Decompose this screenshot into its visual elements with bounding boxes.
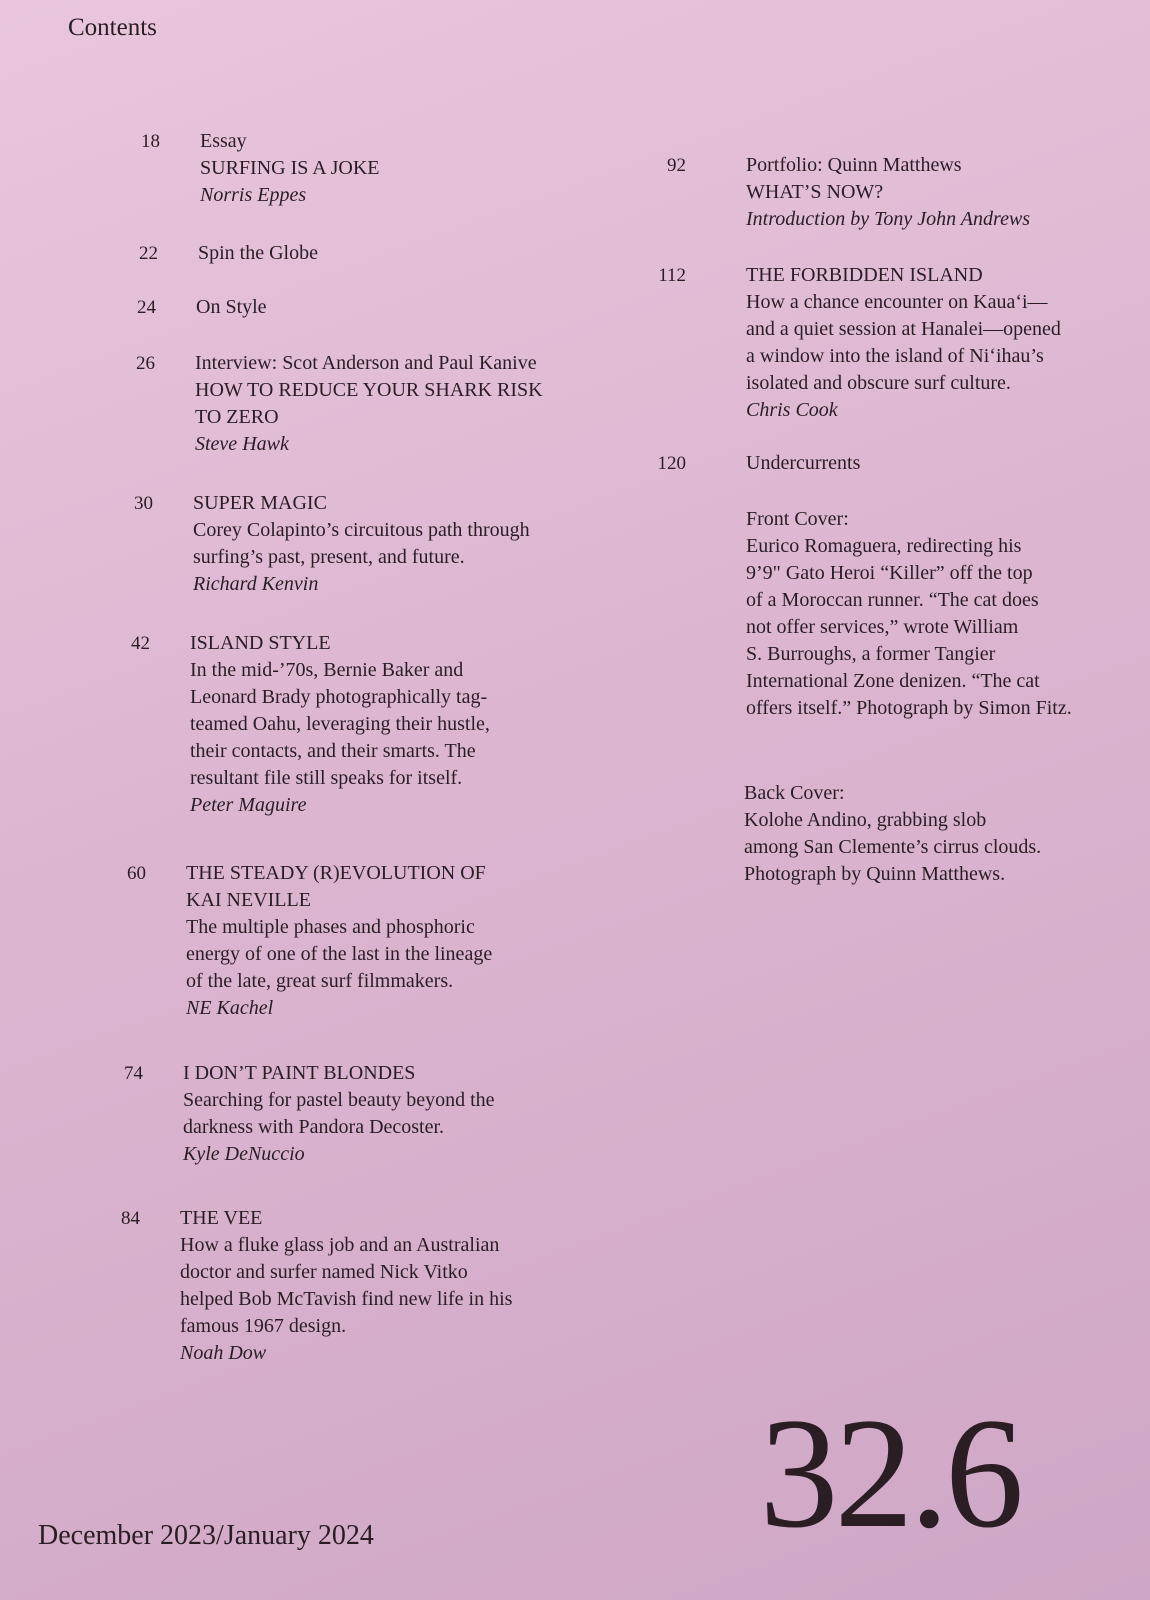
entry-line: How a fluke glass job and an Australian (180, 1234, 500, 1256)
page-number: 120 (657, 453, 686, 474)
back-cover-credit (744, 780, 1041, 888)
cover-line: of a Moroccan runner. “The cat does (746, 589, 1039, 611)
entry-line: darkness with Pandora Decoster. (183, 1116, 445, 1138)
page-number: 60 (127, 863, 146, 884)
entry-title: TO ZERO (195, 406, 279, 428)
page-number: 112 (658, 265, 686, 286)
entry-line: resultant file still speaks for itself. (190, 767, 463, 789)
entry-line: teamed Oahu, leveraging their hustle, (190, 713, 490, 735)
entry-author: Chris Cook (746, 399, 838, 421)
entry-author: NE Kachel (186, 997, 274, 1019)
cover-line: Photograph by Quinn Matthews. (744, 863, 1006, 885)
cover-line: among San Clemente’s cirrus clouds. (744, 836, 1042, 858)
entry-line: energy of one of the last in the lineage (186, 943, 493, 965)
page-number: 74 (124, 1063, 143, 1084)
entry-title: WHAT’S NOW? (746, 181, 884, 203)
entry-author: Norris Eppes (200, 184, 307, 206)
entry-line: isolated and obscure surf culture. (746, 372, 1011, 394)
entry-title: THE VEE (180, 1207, 263, 1229)
entry-line: Portfolio: Quinn Matthews (746, 154, 962, 176)
front-cover-credit (746, 506, 1072, 722)
entry-line: How a chance encounter on Kaua‘i— (746, 291, 1048, 313)
entry-line: In the mid-’70s, Bernie Baker and (190, 659, 464, 681)
entry-line: The multiple phases and phosphoric (186, 916, 475, 938)
entry-title: THE STEADY (R)EVOLUTION OF (186, 862, 486, 884)
entry-title: ISLAND STYLE (190, 632, 331, 654)
page-title: Contents (68, 14, 157, 41)
cover-line: International Zone denizen. “The cat (746, 670, 1040, 692)
entry-line: Interview: Scot Anderson and Paul Kanive (195, 352, 537, 374)
entry-line: Essay (200, 130, 247, 152)
entry-title: Undercurrents (746, 452, 861, 474)
entry-line: of the late, great surf filmmakers. (186, 970, 454, 992)
cover-line: not offer services,” wrote William (746, 616, 1019, 638)
entry-title: KAI NEVILLE (186, 889, 311, 911)
entry-line: a window into the island of Ni‘ihau’s (746, 345, 1044, 367)
page-number: 84 (121, 1208, 140, 1229)
entry-author: Peter Maguire (190, 794, 307, 816)
entry-title: THE FORBIDDEN ISLAND (746, 264, 983, 286)
page-number: 18 (141, 131, 160, 152)
page-number: 22 (139, 243, 158, 264)
entry-title: I DON’T PAINT BLONDES (183, 1062, 416, 1084)
entry-author: Introduction by Tony John Andrews (746, 208, 1031, 230)
entry-title: SURFING IS A JOKE (200, 157, 380, 179)
entry-line: Searching for pastel beauty beyond the (183, 1089, 495, 1111)
cover-line: Eurico Romaguera, redirecting his (746, 535, 1022, 557)
entry-line: their contacts, and their smarts. The (190, 740, 476, 762)
page-number: 42 (131, 633, 150, 654)
cover-label: Front Cover: (746, 508, 849, 530)
page-number: 24 (137, 297, 156, 318)
entry-title: HOW TO REDUCE YOUR SHARK RISK (195, 379, 543, 401)
entry-line: helped Bob McTavish find new life in his (180, 1288, 513, 1310)
entry-title: SUPER MAGIC (193, 492, 327, 514)
cover-line: S. Burroughs, a former Tangier (746, 643, 996, 665)
entry-author: Steve Hawk (195, 433, 289, 455)
cover-line: 9’9" Gato Heroi “Killer” off the top (746, 562, 1033, 584)
entry-line: surfing’s past, present, and future. (193, 546, 465, 568)
issue-number: 32.6 (759, 1386, 1020, 1561)
entry-author: Noah Dow (180, 1342, 267, 1364)
issue-date: December 2023/January 2024 (38, 1520, 374, 1551)
entry-title: Spin the Globe (198, 242, 318, 264)
cover-label: Back Cover: (744, 782, 845, 804)
entry-line: doctor and surfer named Nick Vitko (180, 1261, 468, 1283)
cover-line: offers itself.” Photograph by Simon Fitz. (746, 697, 1072, 719)
entry-line: Leonard Brady photographically tag- (190, 686, 488, 708)
entry-title: On Style (196, 296, 267, 318)
cover-line: Kolohe Andino, grabbing slob (744, 809, 987, 831)
entry-line: famous 1967 design. (180, 1315, 347, 1337)
page-number: 30 (134, 493, 153, 514)
entry-line: and a quiet session at Hanalei—opened (746, 318, 1061, 340)
page-number: 26 (136, 353, 155, 374)
entry-line: Corey Colapinto’s circuitous path through (193, 519, 530, 541)
entry-author: Kyle DeNuccio (183, 1143, 305, 1165)
entry-author: Richard Kenvin (193, 573, 319, 595)
page-number: 92 (667, 155, 686, 176)
